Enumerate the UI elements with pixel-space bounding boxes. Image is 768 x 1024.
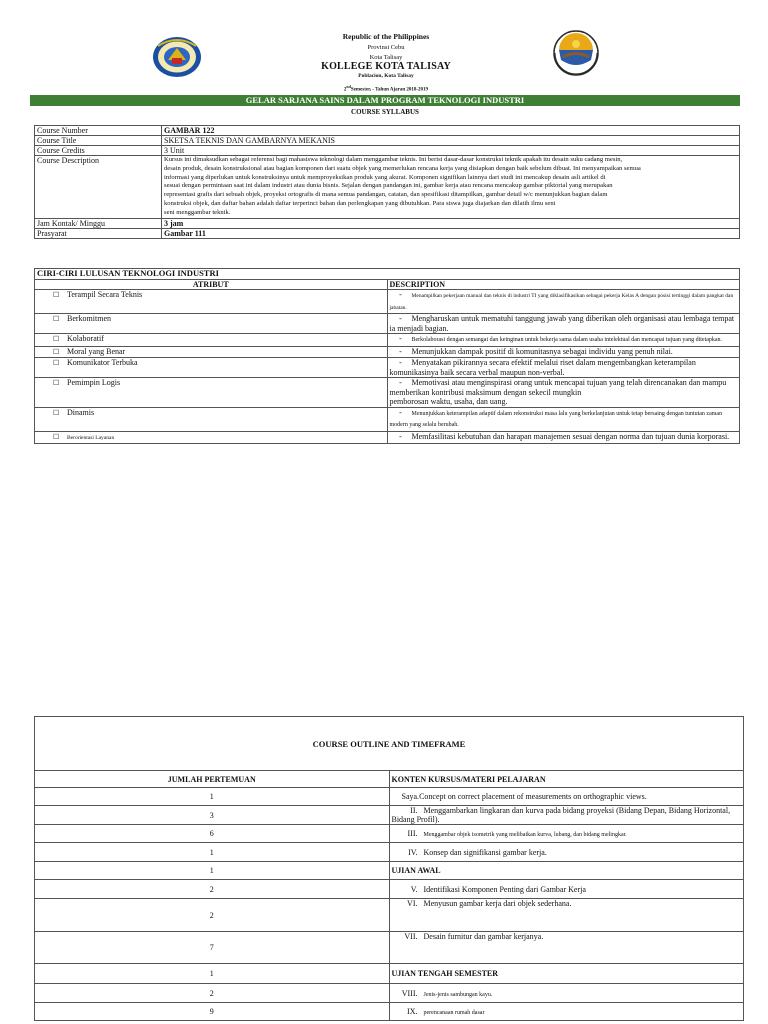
outline-row xyxy=(35,806,744,825)
topic-number: Saya. xyxy=(401,792,420,801)
college-name: KOLLEGE KOTA TALISAY xyxy=(321,61,451,72)
attribute-row xyxy=(35,407,740,431)
outline-content-cell xyxy=(389,806,744,825)
topic-text: Menggambarkan lingkaran dan kurva pada bidang proyeksi (Bidang Depan, Bidang Horizontal, Bidang Profil). xyxy=(391,806,731,824)
outline-content-cell xyxy=(389,788,744,806)
meeting-count: 9 xyxy=(35,1003,390,1021)
course-info-value: 3 Unit xyxy=(162,146,740,156)
course-info-label: Course Number xyxy=(35,126,162,136)
column-header-description: DESCRIPTION xyxy=(387,279,740,290)
attribute-description-cell xyxy=(387,358,740,378)
province-name: Provinsi Cebu xyxy=(367,44,405,51)
meeting-count: 6 xyxy=(35,825,390,843)
outline-content-cell xyxy=(389,880,744,899)
meeting-count: 1 xyxy=(35,788,390,806)
outline-title: COURSE OUTLINE AND TIMEFRAME xyxy=(35,717,744,771)
program-banner: GELAR SARJANA SAINS DALAM PROGRAM TEKNOLOGI INDUSTRI xyxy=(30,95,740,106)
topic-number: V. xyxy=(410,884,418,894)
course-info-value xyxy=(162,156,740,219)
course-info-value: Gambar 111 xyxy=(162,228,740,238)
topic-text: Desain furnitur dan gambar kerjanya. xyxy=(423,932,544,941)
exam-label: UJIAN AWAL xyxy=(391,866,441,875)
checkbox-bullet-icon: ☐ xyxy=(53,347,60,356)
graduate-attributes-table xyxy=(34,268,740,444)
attribute-description: Berkolaborasi dengan semangat dan keinginan untuk bekerja sama dalam usaha intelektual dan mencapai tujuan yang ditetapkan. xyxy=(411,337,723,343)
topic-number: IX. xyxy=(407,1007,418,1016)
attribute-name: Pemimpin Logis xyxy=(67,378,121,387)
attribute-row xyxy=(35,431,740,444)
attribute-name: Moral yang Benar xyxy=(67,346,126,356)
dash-bullet: - xyxy=(399,378,402,387)
checkbox-bullet-icon: ☐ xyxy=(53,408,60,417)
attribute-name: Berkomitmen xyxy=(67,314,111,323)
topic-number: III. xyxy=(407,829,418,838)
meeting-count: 3 xyxy=(35,806,390,825)
topic-number: VI. xyxy=(407,899,418,908)
outline-row xyxy=(35,899,744,932)
attribute-row xyxy=(35,314,740,334)
outline-content-cell xyxy=(389,825,744,843)
topic-text: Identifikasi Komponen Penting dari Gambar Kerja xyxy=(423,884,586,894)
checkbox-bullet-icon: ☐ xyxy=(53,432,60,441)
topic-number: VII. xyxy=(404,932,418,941)
meeting-count: 7 xyxy=(35,932,390,964)
attribute-cell xyxy=(35,346,388,358)
topic-text: Jenis-jenis sambungan kayu. xyxy=(423,991,493,998)
attribute-cell xyxy=(35,314,388,334)
course-info-label: Course Credits xyxy=(35,146,162,156)
attribute-name: Kolaboratif xyxy=(67,334,104,343)
column-header-attribute: ATRIBUT xyxy=(35,279,388,290)
meeting-count: 1 xyxy=(35,843,390,862)
course-info-label: Course Description xyxy=(35,156,162,219)
dash-bullet: - xyxy=(399,358,402,367)
course-info-row xyxy=(35,126,740,136)
course-info-row xyxy=(35,146,740,156)
attribute-description-cell xyxy=(387,334,740,347)
attribute-row xyxy=(35,290,740,314)
meeting-count: 2 xyxy=(35,880,390,899)
attribute-cell xyxy=(35,334,388,347)
outline-content-cell xyxy=(389,899,744,932)
attribute-description-cell xyxy=(387,314,740,334)
attribute-name: Berorientasi Layanan xyxy=(67,434,115,441)
outline-row xyxy=(35,932,744,964)
attribute-description: Menunjukkan keterampilan adaptif dalam rekonstruksi masa lalu yang berkelanjutan untuk tetap bersaing dengan tuntutan zaman modern yang selalu berubah. xyxy=(389,410,724,428)
attribute-description: Menampilkan pekerjaan manual dan teknis di industri TI yang diklasifikasikan sebagai pekerja Kelas A dengan posisi tertinggi dalam pangkat dan jabatan. xyxy=(389,293,735,311)
outline-row xyxy=(35,788,744,806)
course-info-row xyxy=(35,218,740,228)
course-info-table xyxy=(34,125,740,239)
attribute-row xyxy=(35,334,740,347)
column-header-content: KONTEN KURSUS/MATERI PELAJARAN xyxy=(389,771,744,788)
syllabus-heading: COURSE SYLLABUS xyxy=(351,108,419,116)
attribute-description: Menunjukkan dampak positif di komunitasnya sebagai individu yang penuh nilai. xyxy=(411,346,673,356)
topic-text: Menyusun gambar kerja dari objek sederhana. xyxy=(423,899,572,908)
city-name: Kota Talisay xyxy=(369,54,403,61)
checkbox-bullet-icon: ☐ xyxy=(53,335,60,343)
topic-number: II. xyxy=(410,806,418,815)
outline-row xyxy=(35,880,744,899)
attributes-title: CIRI-CIRI LULUSAN TEKNOLOGI INDUSTRI xyxy=(35,269,740,280)
course-info-row xyxy=(35,156,740,219)
topic-text: Konsep dan signifikansi gambar kerja. xyxy=(423,847,547,857)
attribute-name: Dinamis xyxy=(67,407,95,417)
attribute-description-cell xyxy=(387,346,740,358)
outline-title-row xyxy=(35,717,744,771)
outline-content-cell xyxy=(389,964,744,984)
outline-content-cell xyxy=(389,984,744,1003)
outline-content-cell xyxy=(389,1003,744,1021)
attribute-description-cell xyxy=(387,407,740,431)
outline-content-cell xyxy=(389,862,744,880)
topic-number: IV. xyxy=(408,847,418,857)
attribute-name: Terampil Secara Teknis xyxy=(67,290,143,299)
dash-bullet: - xyxy=(399,334,402,343)
outline-content-cell xyxy=(389,843,744,862)
meeting-count: 1 xyxy=(35,862,390,880)
meeting-count: 2 xyxy=(35,899,390,932)
checkbox-bullet-icon: ☐ xyxy=(53,379,60,387)
attribute-row xyxy=(35,378,740,408)
outline-row xyxy=(35,862,744,880)
dash-bullet: - xyxy=(399,346,402,356)
outline-row xyxy=(35,984,744,1003)
topic-text: Concept on correct placement of measurements on orthographic views. xyxy=(419,792,647,801)
course-info-value: SKETSA TEKNIS DAN GAMBARNYA MEKANIS xyxy=(162,136,740,146)
column-header-meetings: JUMLAH PERTEMUAN xyxy=(35,771,390,788)
course-info-label: Jam Kontak/ Minggu xyxy=(35,218,162,228)
outline-row xyxy=(35,825,744,843)
attribute-cell xyxy=(35,378,388,408)
college-seal-logo xyxy=(152,36,202,78)
attribute-cell xyxy=(35,290,388,314)
attribute-description-cell xyxy=(387,378,740,408)
attribute-cell xyxy=(35,407,388,431)
attribute-description-cell xyxy=(387,290,740,314)
course-info-label: Course Title xyxy=(35,136,162,146)
attribute-description: Memfasilitasi kebutuhan dan harapan manajemen sesuai dengan norma dan tujuan dunia korporasi. xyxy=(411,431,730,441)
attributes-header-row xyxy=(35,279,740,290)
attribute-cell xyxy=(35,431,388,444)
course-description-text: Kursus ini dimaksudkan sebagai referensi bagi mahasiswa teknologi dalam menggambar teknis. Ini berisi dasar-dasar konstruksi teknik apakah itu desain suku cadang mesin, desain produk, desain konstruksional atau bagian komponen dari suatu objek yang memerlukan rencana kerja yang disiapkan dengan baik sebelum dibuat. Ini menyampaikan semua informasi yang diperlukan untuk konstruksinya untuk memproyeksikan produk yang akurat. Komponen signifikan lainnya dari studi ini mencakup desain asli artikel di sesuai dengan permintaan saat ini dalam industri atau dunia bisnis. Sejalan dengan pandangan ini, gambar kerja atau rencana mencakup gambar piktorial yang merupakan representasi grafis dari sebuah objek, proyeksi ortografis di mana semua pandangan, catatan, dan spesifikasi ditampilkan, gambar detail w/c menunjukkan bagian dalam konstruksi objek, dan daftar bahan adalah daftar terperinci bahan dan perlengkapan yang dibutuhkan. Para siswa juga diajarkan dan dilatih ilmu seni seni menggambar teknik. xyxy=(164,156,641,216)
course-info-label: Prasyarat xyxy=(35,228,162,238)
outline-row xyxy=(35,1003,744,1021)
dash-bullet: - xyxy=(399,431,402,441)
course-outline-table xyxy=(34,716,744,1021)
topic-text: perencanaan rumah dasar xyxy=(423,1010,485,1016)
outline-header-row xyxy=(35,771,744,788)
topic-text: Menggambar objek isometrik yang melibatkan kurva, lubang, dan bidang melingkar. xyxy=(423,832,627,838)
attribute-description: Memotivasi atau menginspirasi orang untuk mencapai tujuan yang telah direncanakan dan mampu memberikan kontribusi maksimum dengan sekecil mungkin pemborosan waktu, usaha, dan uang. xyxy=(389,378,727,406)
course-info-row xyxy=(35,136,740,146)
meeting-count: 1 xyxy=(35,964,390,984)
attribute-row xyxy=(35,358,740,378)
attribute-description: Menyatakan pikirannya secara efektif melalui riset dalam mengembangkan keterampilan komunikasinya baik secara verbal maupun non-verbal. xyxy=(389,358,698,377)
attribute-row xyxy=(35,346,740,358)
topic-number: VIII. xyxy=(401,988,418,998)
attribute-description: Mengharuskan untuk mematuhi tanggung jawab yang diberikan oleh organisasi atau lembaga tempat ia menjadi bagian. xyxy=(389,314,737,333)
attributes-title-row xyxy=(35,269,740,280)
outline-row xyxy=(35,964,744,984)
meeting-count: 2 xyxy=(35,984,390,1003)
attribute-description-cell xyxy=(387,431,740,444)
country-name: Republic of the Philippines xyxy=(342,32,430,41)
course-info-value: 3 jam xyxy=(162,218,740,228)
attribute-name: Komunikator Terbuka xyxy=(67,358,138,367)
dash-bullet: - xyxy=(399,407,402,417)
exam-label: UJIAN TENGAH SEMESTER xyxy=(391,969,499,978)
college-address: Poblacion, Kota Talisay xyxy=(358,73,414,79)
course-info-value: GAMBAR 122 xyxy=(162,126,740,136)
dash-bullet: - xyxy=(399,290,402,299)
course-info-row xyxy=(35,228,740,238)
checkbox-bullet-icon: ☐ xyxy=(53,359,60,367)
outline-row xyxy=(35,843,744,862)
checkbox-bullet-icon: ☐ xyxy=(53,315,60,323)
dash-bullet: - xyxy=(399,314,402,323)
outline-content-cell xyxy=(389,932,744,964)
semester-line: 2ndSemester, - Tahun Ajaran 2018-2019 xyxy=(343,84,429,93)
checkbox-bullet-icon: ☐ xyxy=(53,291,60,299)
attribute-cell xyxy=(35,358,388,378)
